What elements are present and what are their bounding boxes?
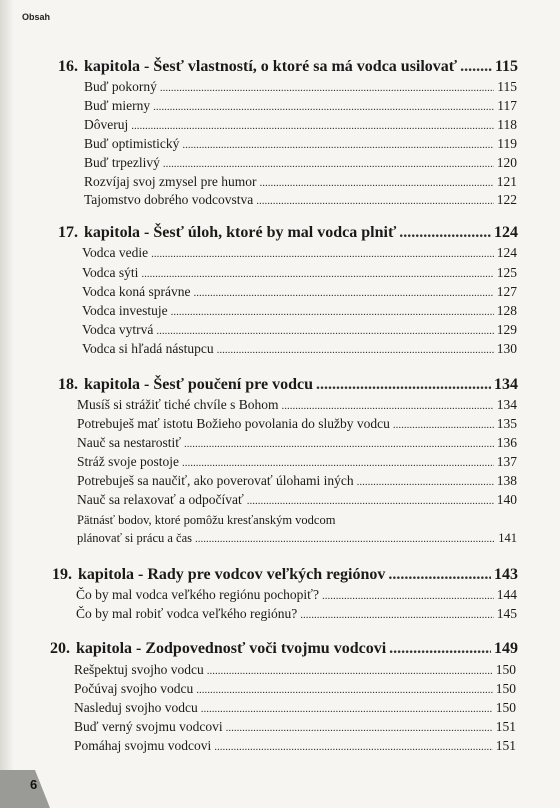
- toc-entry[interactable]: Vodca koná správne ..... 127: [82, 284, 517, 300]
- chapter-number: 18.: [58, 376, 78, 393]
- chapter-number: 16.: [58, 58, 78, 75]
- toc-entry[interactable]: Pomáhaj svojmu vodcovi ..... 151: [74, 738, 516, 754]
- chapter-page: 115: [494, 58, 518, 75]
- toc-entry[interactable]: Vodca vedie ..... 124: [82, 245, 517, 261]
- leader-dots: [316, 376, 491, 394]
- toc-entry[interactable]: Musíš si strážiť tiché chvíle s Bohom ..... 134: [77, 397, 517, 413]
- toc-entry[interactable]: Potrebuješ mať istotu Božieho povolania do služby vodcu ..... 135: [77, 416, 517, 432]
- leader-dots: [388, 566, 491, 584]
- toc-entry[interactable]: Buď trpezlivý ..... 120: [84, 155, 517, 171]
- toc-entry[interactable]: Počúvaj svojho vodcu ..... 150: [74, 681, 516, 697]
- chapter-title: kapitola - Šesť úloh, ktoré by mal vodca plniť: [84, 224, 397, 241]
- toc-entry[interactable]: Nasleduj svojho vodcu ..... 150: [74, 700, 516, 716]
- chapter-page: 124: [494, 224, 518, 241]
- chapter-number: 17.: [58, 224, 78, 241]
- leader-dots: [389, 640, 491, 658]
- toc-entry[interactable]: Čo by mal robiť vodca veľkého regiónu? ..... 145: [76, 606, 517, 622]
- toc-entry[interactable]: Tajomstvo dobrého vodcovstva ..... 122: [84, 192, 517, 208]
- chapter-number: 19.: [52, 566, 72, 583]
- chapter-page: 134: [494, 376, 518, 393]
- chapter-18-heading[interactable]: [58, 376, 518, 394]
- leader-dots: [460, 58, 492, 76]
- toc-entry[interactable]: Nauč sa relaxovať a odpočívať ..... 140: [77, 492, 517, 508]
- toc-entry[interactable]: Vodca investuje ..... 128: [82, 303, 517, 319]
- toc-entry[interactable]: Nauč sa nestarostiť ..... 136: [77, 435, 517, 451]
- chapter-number: 20.: [50, 640, 70, 657]
- chapter-16-heading[interactable]: [58, 58, 518, 76]
- chapter-page: 143: [494, 566, 518, 583]
- toc-entry[interactable]: Dôveruj ..... 118: [84, 117, 517, 133]
- page-number: 6: [30, 777, 38, 792]
- toc-entry[interactable]: Vodca sýti ..... 125: [82, 265, 517, 281]
- toc-entry[interactable]: Čo by mal vodca veľkého regiónu pochopiť? ..... 144: [76, 587, 517, 603]
- chapter-20-heading[interactable]: [50, 640, 518, 658]
- toc-entry-line1[interactable]: Pätnásť bodov, ktoré pomôžu kresťanským vodcom: [77, 513, 336, 527]
- toc-entry[interactable]: Buď pokorný ..... 115: [84, 79, 517, 95]
- toc-entry[interactable]: Vodca vytrvá ..... 129: [82, 322, 517, 338]
- chapter-title: kapitola - Zodpovednosť voči tvojmu vodcovi: [76, 640, 387, 657]
- toc-entry[interactable]: Rozvíjaj svoj zmysel pre humor ..... 121: [84, 174, 517, 190]
- toc-entry[interactable]: Vodca si hľadá nástupcu ..... 130: [82, 341, 517, 357]
- toc-entry[interactable]: Buď optimistický ..... 119: [84, 136, 517, 152]
- chapter-title: kapitola - Rady pre vodcov veľkých regiónov: [78, 566, 386, 583]
- toc-entry[interactable]: plánovať si prácu a čas ..... 141: [77, 531, 517, 546]
- chapter-19-heading[interactable]: [52, 566, 518, 584]
- toc-entry[interactable]: Stráž svoje postoje ..... 137: [77, 454, 517, 470]
- running-header: Obsah: [22, 12, 51, 22]
- chapter-title: kapitola - Šesť poučení pre vodcu: [84, 376, 313, 393]
- chapter-title: kapitola - Šesť vlastností, o ktoré sa má vodca usilovať: [84, 58, 458, 75]
- chapter-page: 149: [494, 640, 518, 657]
- toc-entry[interactable]: Rešpektuj svojho vodcu ..... 150: [74, 662, 516, 678]
- page-number-tab: [0, 770, 50, 808]
- chapter-17-heading[interactable]: [58, 224, 518, 242]
- toc-entry[interactable]: Buď mierny ..... 117: [84, 98, 517, 114]
- leader-dots: [399, 224, 491, 242]
- toc-entry[interactable]: Potrebuješ sa naučiť, ako poverovať úlohami iných ..... 138: [77, 473, 517, 489]
- page-edge-shadow: [0, 0, 14, 808]
- toc-entry[interactable]: Buď verný svojmu vodcovi ..... 151: [74, 719, 516, 735]
